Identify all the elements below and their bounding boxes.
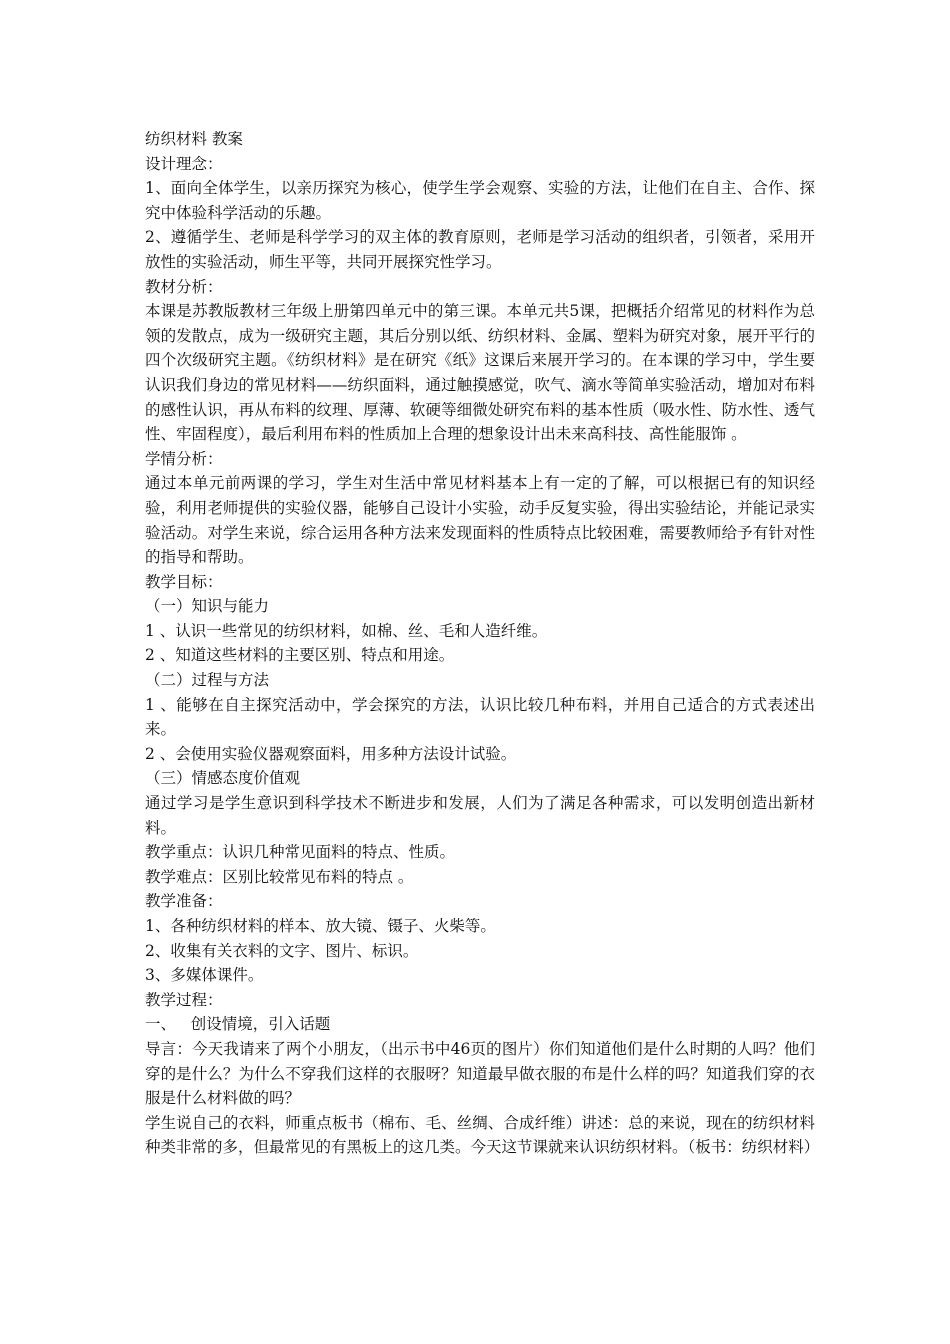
section-heading-textbook-analysis: 教材分析： <box>145 277 223 296</box>
subheading: （二）过程与方法 <box>145 671 270 690</box>
section-heading-preparation: 教学准备： <box>145 892 223 911</box>
difficult-point: 教学难点：区别比较常见布料的特点 。 <box>145 867 414 886</box>
list-item: 1 、认识一些常见的纺织材料，如棉、丝、毛和人造纤维。 <box>145 621 548 640</box>
subheading: 一、 创设情境，引入话题 <box>145 1015 331 1034</box>
section-heading-teaching-process: 教学过程： <box>145 990 223 1009</box>
paragraph: 本课是苏教版教材三年级上册第四单元中的第三课。本单元共5课，把概括介绍常见的材料作为总领的发散点，成为一级研究主题，其后分别以纸、纺织材料、金属、塑料为研究对象，展开平行的四个次级研究主题。《纺织材料》是在研究《纸》这课后来展开学习的。在本课的学习中，学生要认识我们身边的常见材料——纺织面料，通过触摸感觉，吹气、滴水等简单实验活动，增加对布料的感性认识，再从布料的纹理、厚薄、软硬等细微处研究布料的基本性质（吸水性、防水性、透气性、牢固程度），最后利用布料的性质加上合理的想象设计出未来高科技、高性能服饰 。 <box>145 302 815 444</box>
list-item: 2 、知道这些材料的主要区别、特点和用途。 <box>145 646 455 665</box>
paragraph: 通过学习是学生意识到科学技术不断进步和发展，人们为了满足各种需求，可以发明创造出新材料。 <box>145 794 815 837</box>
list-item: 3、多媒体课件。 <box>145 966 264 985</box>
document-body <box>145 127 820 1160</box>
key-point: 教学重点：认识几种常见面料的特点、性质。 <box>145 843 456 862</box>
paragraph: 通过本单元前两课的学习，学生对生活中常见材料基本上有一定的了解，可以根据已有的知识经验，利用老师提供的实验仪器，能够自己设计小实验，动手反复实验，得出实验结论，并能记录实验活动。对学生来说，综合运用各种方法来发现面料的性质特点比较困难，需要教师给予有针对性的指导和帮助。 <box>145 474 815 567</box>
paragraph: 导言：今天我请来了两个小朋友，（出示书中46页的图片）你们知道他们是什么时期的人吗？他们穿的是什么？为什么不穿我们这样的衣服呀？知道最早做衣服的布是什么样的吗？知道我们穿的衣服是什么材料做的吗？ <box>145 1039 815 1108</box>
list-item: 2、收集有关衣料的文字、图片、标识。 <box>145 941 419 960</box>
list-item: 1 、能够在自主探究活动中，学会探究的方法，认识比较几种布料，并用自己适合的方式表述出来。 <box>145 695 815 739</box>
list-item: 2 、会使用实验仪器观察面料，用多种方法设计试验。 <box>145 744 517 763</box>
section-heading-teaching-objectives: 教学目标： <box>145 572 223 591</box>
document-title: 纺织材料 教案 <box>145 130 243 148</box>
paragraph: 2、遵循学生、老师是科学学习的双主体的教育原则，老师是学习活动的组织者，引领者，采用开放性的实验活动，师生平等，共同开展探究性学习。 <box>145 228 815 271</box>
paragraph: 1、面向全体学生，以亲历探究为核心，使学生学会观察、实验的方法，让他们在自主、合作、探究中体验科学活动的乐趣。 <box>145 179 815 222</box>
paragraph: 学生说自己的衣料，师重点板书（棉布、毛、丝绸、合成纤维）讲述：总的来说，现在的纺织材料种类非常的多，但最常见的有黑板上的这几类。今天这节课就来认识纺织材料。（板书：纺织材料） <box>145 1113 820 1157</box>
section-heading-design-concept: 设计理念： <box>145 154 223 173</box>
subheading: （一）知识与能力 <box>145 597 270 616</box>
section-heading-student-analysis: 学情分析： <box>145 449 223 468</box>
subheading: （三）情感态度价值观 <box>145 769 301 788</box>
list-item: 1、各种纺织材料的样本、放大镜、镊子、火柴等。 <box>145 917 496 935</box>
